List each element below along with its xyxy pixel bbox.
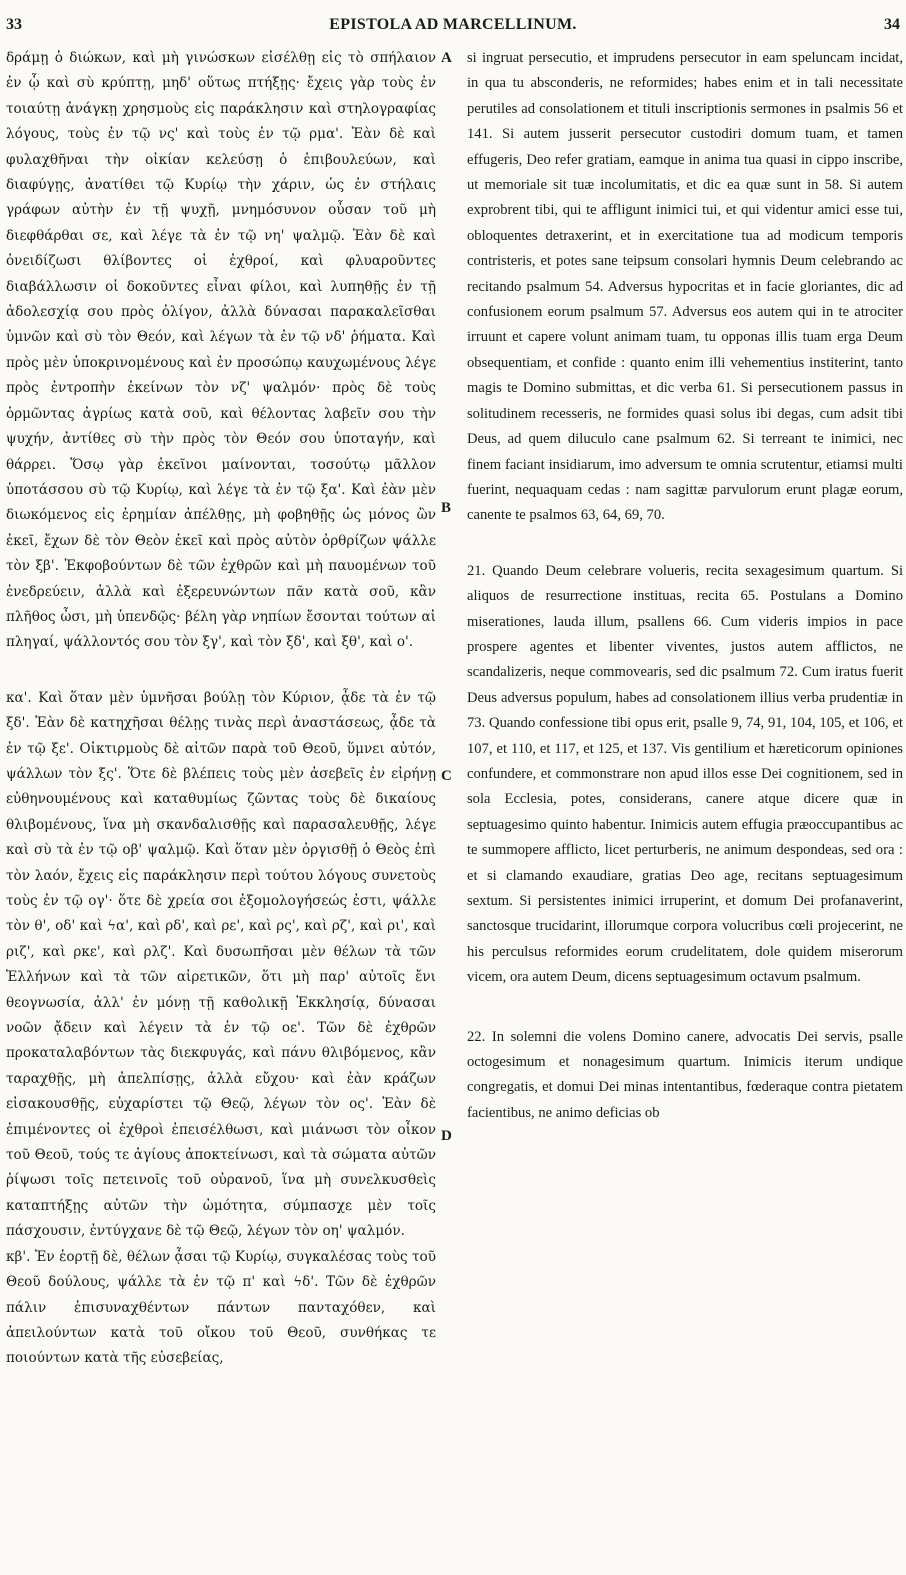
running-title: EPISTOLA AD MARCELLINUM. xyxy=(329,16,577,33)
paragraph-gap xyxy=(467,991,903,1025)
latin-paragraph-1: si ingruat persecutio, et imprudens persecutor in eam speluncam incidat, in qua tu absconderis, ne reformides; habes enim et in tali necessitate perutiles ad consolationem et tituli inscriptionis sermones in psalmis 56 et 141. Si autem jusserit persecutor custodiri domum tuam, et tamen effugeris, Deo refer gratiam, eamque in anima tua quasi in cippo inscribe, ut memoriale sit tuæ incolumitatis, et dic ea quæ sunt in 58. Si autem exprobrent tibi, qui te affligunt inimici tui, et qui videntur amici esse tui, obloquentes detraxerint, et in exercitatione tua ad modicum temporis contristeris, et potes sane teipsum consolari hymnis Deum celebrando ac recitando psalmum 54. Adversus hypocritas et in facie gloriantes, dic ad confusionem eorum psalmum 57. Adversus eos autem qui in te atrociter irruunt et capere volunt animam tuam, tu opponas illis tuam erga Deum obsequentiam, et confide : quanto enim illi vehementius institerint, tanto magis te Domino submittas, et dic verba 61. Si persecutionem passus in solitudinem recesseris, ne formides quasi solus ibi degas, cum adsit tibi Deus, ad quem diluculo cane psalmum 62. Si terreant te inimici, nec finem faciant insidiarum, imo adversum te omnia scrutentur, etiamsi multi fuerint, nequaquam cedas : nam sagittæ parvulorum erunt plagæ eorum, canente te psalmos 63, 64, 69, 70. xyxy=(467,50,903,524)
latin-paragraph-3: 22. In solemni die volens Domino canere, advocatis Dei servis, psalle octogesimum et nonagesimum quartum. Inimicis iterum undique congregatis, et domui Dei minas intentantibus, fœderaque contra pietatem facientibus, ne animo deficias ob xyxy=(467,1028,903,1121)
greek-column xyxy=(6,46,436,1372)
paragraph-gap xyxy=(6,656,436,686)
latin-paragraph-2: 21. Quando Deum celebrare volueris, recita sexagesimum quartum. Si aliquos de resurrectione instituas, recita 65. Postulans a Domino miserationes, lauda illum, psallens 66. Cum videris impios in pace prospere agentes et libenter viventes, justos autem afflictos, ne scandalizeris, neque commovearis, sed dic psalmum 72. Cum iratus fuerit Deus adversus populum, habes ad consolationem illius verba prudentiæ in 73. Quando confessione tibi opus erit, psalle 9, 74, 91, 104, 105, et 106, et 107, et 110, et 117, et 125, et 137. Vis gentilium et hæreticorum opiniones confundere, et commonstrare non apud illos esse Dei cognitionem, sed in sola Ecclesia, potes, considerans, canere atque dicere quæ in septuagesimo quinto habentur. Inimicis autem effugia præoccupantibus ac te summopere afflicto, licet perturberis, ne animum despondeas, sed ora : et si clamando exaudiare, gratias Deo age, recitans septuagesimum sextum. Si persistentes inimici irruperint, et domum Dei profanaverint, sanctosque trucidarint, illorumque corpora volucribus cœli projecerint, ne his perculsus reformides eorum crudelitatem, dole quidem miserorum vicem, ora autem Deum, dicens septuagesimum octavum psalmum. xyxy=(467,562,903,986)
latin-column xyxy=(467,46,903,1126)
greek-paragraph-1: δράμῃ ὁ διώκων, καὶ μὴ γινώσκων εἰσέλθῃ εἰς τὸ σπήλαιον ἐν ᾧ καὶ σὺ κρύπτῃ, μηδ' οὕτως πτήξῃς· ἔχεις γὰρ τοὺς ἐν τοιαύτῃ ἀνάγκῃ χρησμοὺς εἰς παράκλησιν καὶ στηλογραφίας λόγους, τοὺς ἐν τῷ νς' καὶ τοὺς ἐν τῷ ρμα'. Ἐὰν δὲ καὶ φυλαχθῆναι τὴν οἰκίαν κελεύσῃ ὁ ἐπιβουλεύων, καὶ διαφύγῃς, ἀνατίθει τῷ Κυρίῳ τὴν χάριν, ὡς ἐν στήλαις γράφων αὐτὴν ἐν τῇ ψυχῇ, μνημόσυνον οὖσαν τοῦ μὴ διεφθάρθαι σε, καὶ λέγε τὰ ἐν τῷ νη' ψαλμῷ. Ἐὰν δὲ καὶ ὀνειδίζωσι θλίβοντες οἱ ἐχθροί, καὶ φλυαροῦντες διαβάλλωσιν οἱ δοκοῦντες εἶναι φίλοι, καὶ λυπηθῇς ἐν τῇ ἀδολεσχίᾳ σου πρὸς ὀλίγον, ἀλλὰ δύνασαι παρακαλεῖσθαι ὑμνῶν καὶ σὺ τὸν Θεόν, καὶ λέγων τὰ ἐν τῷ νδ' ῥήματα. Καὶ πρὸς μὲν ὑποκρινομένους καὶ ἐν προσώπῳ καυχωμένους λέγε πρὸς ἐντροπὴν ἐκείνων τὸν νζ' ψαλμόν· πρὸς δὲ τοὺς ὁρμῶντας ἀγρίως κατὰ σοῦ, καὶ θέλοντας λαβεῖν σου τὴν ψυχήν, ἀντίθες σὺ τὴν πρὸς τὸν Θεόν σου ὑποταγήν, καὶ θάρρει. Ὅσῳ γὰρ ἐκεῖνοι μαίνονται, τοσούτῳ μᾶλλον ὑποτάσσου σὺ τῷ Κυρίῳ, καὶ λέγε τὰ ἐν τῷ ξα'. Καὶ ἐὰν μὲν διωκόμενος εἰς ἐρημίαν ἀπέλθῃς, μὴ φοβηθῇς ὡς μόνος ὢν ἐκεῖ, ἔχων δὲ τὸν Θεὸν ἐκεῖ καὶ πρὸς αὐτὸν ὀρθρίζων ψάλλε τὸν ξβ'. Ἐκφοβούντων δὲ τῶν ἐχθρῶν καὶ μὴ παυομένων τοῦ ἐνεδρεύειν, ἀλλὰ καὶ ἐξερευνώντων πᾶν κατὰ σοῦ, κἂν πλῆθος ὦσι, μὴ ὑπενδῷς· βέλη γὰρ νηπίων ἔσονται τούτων αἱ πληγαί, ψάλλοντός σου τὸν ξγ', καὶ τὸν ξδ', καὶ ξθ', καὶ ο'. xyxy=(6,50,436,651)
page-number-right: 34 xyxy=(884,16,900,33)
margin-marker-a: A xyxy=(441,50,452,66)
margin-marker-d: D xyxy=(441,1128,452,1144)
margin-marker-c: C xyxy=(441,768,452,784)
greek-paragraph-2: κα'. Καὶ ὅταν μὲν ὑμνῆσαι βούλῃ τὸν Κύριον, ᾆδε τὰ ἐν τῷ ξδ'. Ἐὰν δὲ κατηχῆσαι θέλῃς τινὰς περὶ ἀναστάσεως, ᾆδε τὰ ἐν τῷ ξε'. Οἰκτιρμοὺς δὲ αἰτῶν παρὰ τοῦ Θεοῦ, ὕμνει αὐτόν, ψάλλων τὸν ξς'. Ὅτε δὲ βλέπεις τοὺς μὲν ἀσεβεῖς ἐν εἰρήνῃ εὐθηνουμένους καὶ καταθυμίως ζῶντας τοὺς δὲ δικαίους θλιβομένους, ἵνα μὴ σκανδαλισθῇς καὶ παρασαλευθῇς, λέγε καὶ σὺ τὰ ἐν τῷ οβ' ψαλμῷ. Καὶ ὅταν μὲν ὀργισθῇ ὁ Θεὸς ἐπὶ τὸν λαόν, ἔχεις εἰς παράκλησιν περὶ τούτου λόγους συνετοὺς τοὺς ἐν τῷ ογ'· ὅτε δὲ χρεία σοι ἐξομολογήσεώς ἐστι, ψάλλε τὸν θ', οδ' καὶ ϟα', καὶ ρδ', καὶ ρε', καὶ ρς', καὶ ρζ', καὶ ρι', καὶ ριζ', καὶ ρκε', καὶ ρλζ'. Καὶ δυσωπῆσαι μὲν θέλων τὰ τῶν Ἑλλήνων καὶ τὰ τῶν αἱρετικῶν, ὅτι μὴ παρ' αὐτοῖς ἔνι θεογνωσία, ἀλλ' ἐν μόνῃ τῇ καθολικῇ Ἐκκλησίᾳ, δύνασαι νοῶν ᾄδειν καὶ λέγειν τὰ ἐν τῷ οε'. Τῶν δὲ ἐχθρῶν προκαταλαβόντων τὰς διεκφυγάς, καὶ πάνυ θλιβόμενος, κἂν ταραχθῇς, μὴ ἀπελπίσῃς, ἀλλὰ εὔχου· καὶ ἐὰν κράζων εἰσακουσθῇς, εὐχαρίστει τῷ Θεῷ, λέγων τὸν ος'. Ἐὰν δὲ ἐπιμένοντες οἱ ἐχθροὶ ἐπεισέλθωσι, καὶ μιάνωσι τὸν οἶκον τοῦ Θεοῦ, τούς τε ἁγίους ἀποκτείνωσι, καὶ τὰ σώματα αὐτῶν ῥίψωσι τοῖς πετεινοῖς τοῦ οὐρανοῦ, ἵνα μὴ συνελκυσθεὶς καταπτήξῃς αὐτῶν τὴν ὠμότητα, σύμπασχε μὲν τοῖς πάσχουσιν, ἐντύγχανε δὲ τῷ Θεῷ, λέγων τὸν οη' ψαλμόν. xyxy=(6,689,436,1240)
paragraph-gap xyxy=(467,529,903,559)
greek-paragraph-3: κβ'. Ἐν ἑορτῇ δὲ, θέλων ᾆσαι τῷ Κυρίῳ, συγκαλέσας τοὺς τοῦ Θεοῦ δούλους, ψάλλε τὰ ἐν τῷ π' καὶ ϟδ'. Τῶν δὲ ἐχθρῶν πάλιν ἐπισυναχθέντων πάντων πανταχόθεν, καὶ ἀπειλούντων κατὰ τοῦ οἴκου τοῦ Θεοῦ, συνθήκας τε ποιούντων κατὰ τῆς εὐσεβείας, xyxy=(6,1248,436,1367)
page-number-left: 33 xyxy=(6,16,22,33)
margin-marker-b: B xyxy=(441,500,452,516)
